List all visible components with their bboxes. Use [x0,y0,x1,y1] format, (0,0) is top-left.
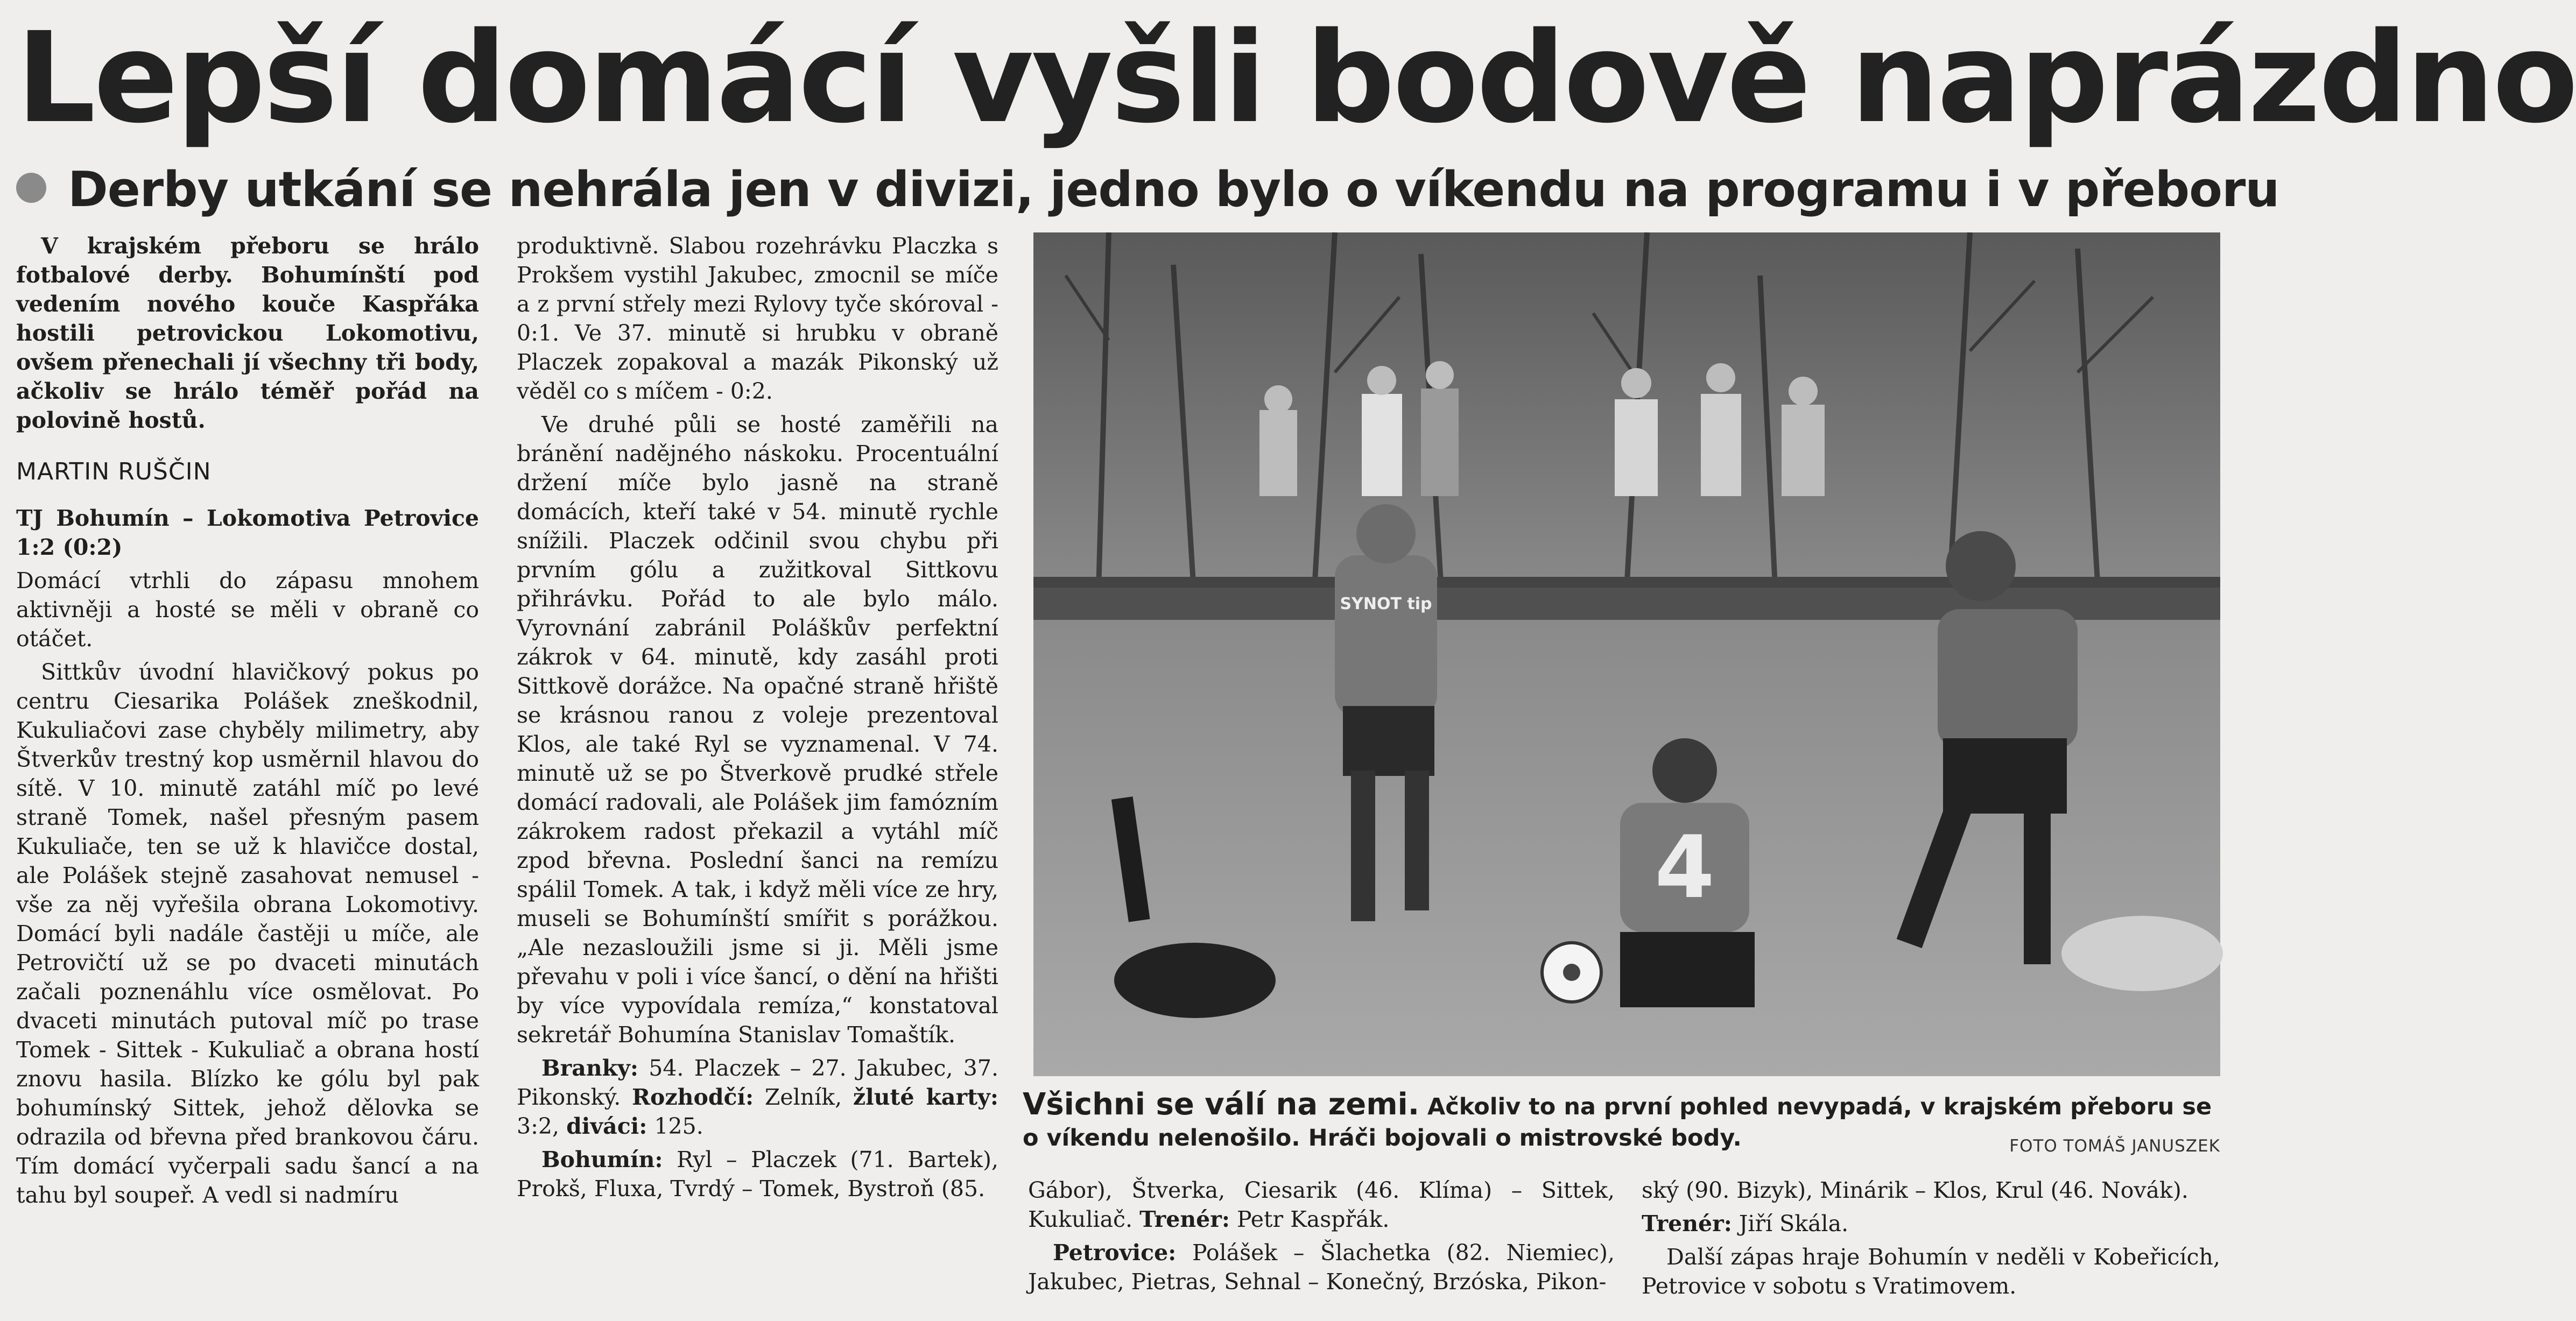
caption-title: Všichni se válí na zemi. [1023,1087,1420,1122]
coach-name: Petr Kaspřák. [1237,1206,1390,1232]
subheadline [16,160,2279,220]
stat-label: žluté karty: [853,1084,998,1110]
lineup-bohumin-cont [1028,1176,1615,1234]
headline: Lepší domácí vyšli bodově naprázdno [16,5,2576,151]
match-stats [517,1054,998,1141]
jersey-number: 4 [1655,817,1715,917]
lineup-bohumin [517,1145,998,1203]
coach-label: Trenér: [1642,1211,1732,1237]
photo-credit: FOTO TOMÁŠ JANUSZEK [2009,1136,2220,1156]
stat-value: 54. Placzek – 27. Jakubec, 37. Pikonský. [517,1055,998,1110]
lineup-text: Ryl – Placzek (71. Bartek), Prokš, Fluxa, Tvrdý – Tomek, Bystroň (85. [517,1147,998,1202]
article-column-2 [517,231,998,1207]
lineup-petrovice-cont [1642,1176,2220,1205]
caption-text: Ačkoliv to na první pohled nevypadá, v krajském přeboru se o víkendu nelenošilo. Hráči bojovali o mistrovské body. [1023,1093,2212,1152]
stat-value: 125. [654,1113,703,1139]
paragraph: Ve druhé půli se hosté zaměřili na bránění nadějného náskoku. Procentuální držení míče bylo jasně na straně domácích, kteří také v 54. minutě rychle snížili. Placzek odčinil svou chybu při prvním gólu a zužitkoval Sittkovu přihrávku. Pořád to ale bylo málo. Vyrovnání zabránil Poláškův perfektní zákrok v 64. minutě, kdy zasáhl proti Sittkově dorážce. Na opačné straně hřiště se krásnou ranou z voleje prezentoval Klos, ale také Ryl se vyznamenal. V 74. minutě už se po Štverkově prudké střele domácí radovali, ale Polášek jim famózním zákrokem radost překazil a vytáhl míč zpod břevna. Poslední šanci na remízu spálil Tomek. A tak, i když měli více ze hry, museli se Bohumínští smířit s porážkou. „Ale nezasloužili jsme si ji. Měli jsme převahu v poli i více šancí, o dění na hřišti by více vypovídala remíza,“ konstatoval sekretář Bohumína Stanislav Tomaštík. [517,412,998,1048]
paragraph: Sittkův úvodní hlavičkový pokus po centru Ciesarika Polášek zneškodnil, Kukuliačovi zase chyběly milimetry, aby Štverkův trestný kop usměrnil hlavou do sítě. V 10. minutě zatáhl míč po levé straně Tomek, našel přesným pasem Kukuliače, ten se už k hlavičce dostal, ale Polášek stejně zasahovat nemusel - vše za něj vyřešila obrana Lokomotivy. Domácí byli nadále častěji u míče, ale Petrovičtí už se po dvaceti minutách začali poznenáhlu více osmělovat. Po dvaceti minutách putoval míč po trase Tomek - Sittek - Kukuliač a obrana hostí znovu hasila. Blízko ke gólu byl pak bohumínský Sittek, jehož dělovka se odrazila od břevna před brankovou čáru. Tím domácí vyčerpali sadu šancí a na tahu byl soupeř. A vedl si nadmíru [16,659,479,1208]
subheadline-text: Derby utkání se nehrála jen v divizi, jedno bylo o víkendu na programu i v přeboru [68,161,2279,218]
coach-name: Jiří Skála. [1739,1211,1849,1237]
match-photo [1033,232,2220,1076]
coach-label: Trenér: [1139,1206,1230,1232]
lineup-text: Polášek – Šlachetka (82. Niemiec), Jakubec, Pietras, Sehnal – Konečný, Brzóska, Pikon- [1028,1240,1615,1295]
lineup-petrovice [1028,1238,1615,1296]
stat-label: diváci: [566,1113,647,1139]
lineup-text: ský (90. Bizyk), Minárik – Klos, Krul (46. Novák). [1642,1177,2188,1203]
stat-label: Branky: [541,1055,638,1081]
team-label: Bohumín: [541,1147,663,1172]
stat-value: 3:2, [517,1113,560,1139]
paragraph: produktivně. Slabou rozehrávku Placzka s Prokšem vystihl Jakubec, zmocnil se míče a z první střely mezi Rylovy tyče skóroval - 0:1. Ve 37. minutě si hrubku v obraně Placzek zopakoval a mazák Pikonský už věděl co s míčem - 0:2. [517,233,998,404]
article-column-3 [1028,1176,1615,1301]
stat-label: Rozhodčí: [631,1084,754,1110]
byline: MARTIN RUŠČIN [16,458,212,485]
next-match: Další zápas hraje Bohumín v neděli v Kobeřicích, Petrovice v sobotu s Vratimovem. [1642,1244,2220,1299]
sponsor-logo: SYNOT tip [1340,595,1432,613]
paragraph: Domácí vtrhli do zápasu mnohem aktivněji a hosté se měli v obraně co otáčet. [16,568,479,652]
bullet-icon [16,173,46,203]
lineup-text: Gábor), Štverka, Ciesarik (46. Klíma) – Sittek, Kukuliač. [1028,1177,1615,1232]
stat-value: Zelník, [764,1084,842,1110]
article-column-4 [1642,1176,2220,1305]
coach-line [1642,1209,2220,1238]
article-lede: V krajském přeboru se hrálo fotbalové derby. Bohumínští pod vedením nového kouče Kaspřáka hostili petrovickou Lokomotivu, ovšem přenechali jí všechny tři body, ačkoliv se hrálo téměř pořád na polovině hostů. [16,233,479,433]
match-title: TJ Bohumín – Lokomotiva Petrovice 1:2 (0:2) [16,505,479,560]
team-label: Petrovice: [1053,1240,1177,1266]
article-column-1 [16,231,479,1214]
